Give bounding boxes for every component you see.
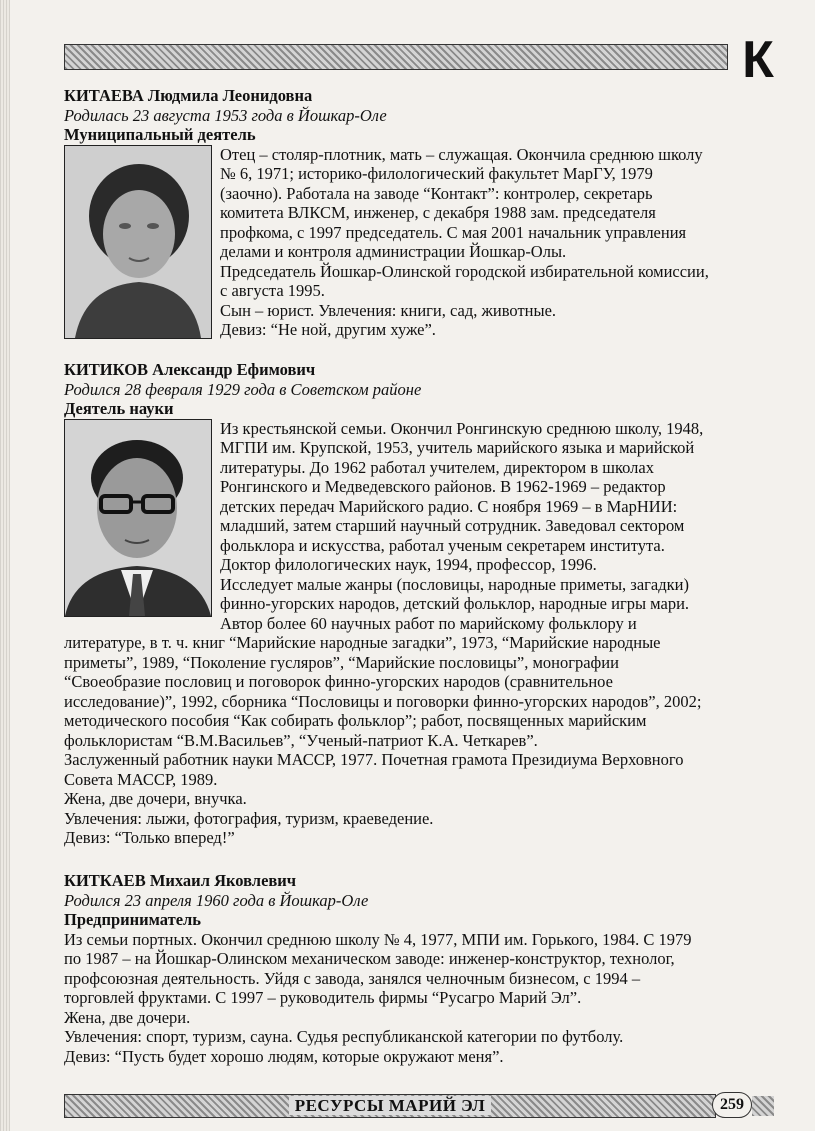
- section-letter: К: [742, 31, 774, 89]
- text-line: Автор более 60 научных работ по марийскому фольклору и: [220, 613, 637, 633]
- text-line: по 1987 – на Йошкар-Олинском механическом заводе: инженер-конструктор, технолог,: [64, 949, 675, 968]
- entry-text: [64, 930, 774, 1067]
- entry-name: КИТИКОВ Александр Ефимович: [64, 360, 316, 379]
- entry-kitkaev: [64, 871, 774, 1066]
- header-band: [64, 44, 728, 70]
- text-line: финно-угорских народов, детский фольклор, народные игры мари.: [220, 594, 690, 613]
- text-line: Девиз: “Не ной, другим хуже”.: [220, 320, 436, 339]
- entry-birth: Родилась 23 августа 1953 года в Йошкар-Оле: [64, 105, 387, 125]
- text-line: МГПИ им. Крупской, 1953, учитель марийского языка и марийской: [220, 438, 695, 457]
- text-line: Исследует малые жанры (пословицы, народные приметы, загадки): [220, 574, 689, 594]
- text-line: делами и контроля администрации Йошкар-Олы.: [220, 242, 567, 261]
- page-edge: [0, 0, 10, 1131]
- entry-kitikov: [64, 360, 774, 848]
- text-line: детских передач Марийского радио. С ноября 1969 – в МарНИИ:: [220, 496, 678, 516]
- entry-role: Деятель науки: [64, 399, 174, 418]
- text-line: Девиз: “Пусть будет хорошо людям, которые окружают меня”.: [64, 1046, 504, 1066]
- entry-role: Предприниматель: [64, 910, 202, 929]
- text-line: Сын – юрист. Увлечения: книги, сад, животные.: [220, 300, 557, 320]
- text-line: “Своеобразие пословиц и поговорок финно-угорских народов (сравнительное: [64, 672, 613, 691]
- text-line: приметы”, 1989, “Поколение гусляров”, “Марийские пословицы”, монографии: [64, 652, 619, 672]
- text-line: Из семьи портных. Окончил среднюю школу № 4, 1977, МПИ им. Горького, 1984. С 1979: [64, 929, 692, 949]
- footer-band: [64, 1094, 716, 1118]
- entry-name: КИТАЕВА Людмила Леонидовна: [64, 86, 313, 105]
- text-line: Увлечения: спорт, туризм, сауна. Судья республиканской категории по футболу.: [64, 1027, 624, 1046]
- portrait-photo: [64, 419, 212, 617]
- footer-band-tail: [752, 1096, 774, 1116]
- text-line: младший, затем старший научный сотрудник. Заведовал сектором: [220, 516, 685, 535]
- text-line: торговлей фруктами. С 1997 – руководитель фирмы “Русагро Марий Эл”.: [64, 988, 582, 1007]
- text-line: комитета ВЛКСМ, инженер, с декабря 1988 зам. председателя: [220, 203, 656, 222]
- footer-title: РЕСУРСЫ МАРИЙ ЭЛ: [289, 1096, 492, 1115]
- portrait-photo: [64, 145, 212, 339]
- text-line: фольклористам “В.М.Васильев”, “Ученый-патриот К.А. Четкарев”.: [64, 730, 538, 750]
- text-line: Жена, две дочери.: [64, 1007, 191, 1027]
- text-line: методического пособия “Как собирать фольклор”; работ, посвященных марийским: [64, 711, 647, 730]
- text-line: Ронгинского и Медведевского районов. В 1962-1969 – редактор: [220, 477, 666, 496]
- entry-kitaeva: [64, 86, 774, 343]
- page-number: 259: [712, 1092, 752, 1118]
- entry-birth: Родился 28 февраля 1929 года в Советском районе: [64, 379, 422, 399]
- entry-role: Муниципальный деятель: [64, 125, 256, 144]
- text-line: Из крестьянской семьи. Окончил Ронгинскую среднюю школу, 1948,: [220, 418, 704, 438]
- text-line: литературы. До 1962 работал учителем, директором в школах: [220, 457, 654, 477]
- text-line: Жена, две дочери, внучка.: [64, 789, 247, 808]
- text-line: профкома, с 1997 председатель. С мая 2001 начальник управления: [220, 222, 687, 242]
- text-line: Совета МАССР, 1989.: [64, 769, 218, 789]
- text-line: с августа 1995.: [220, 281, 325, 300]
- text-line: Девиз: “Только вперед!”: [64, 828, 235, 847]
- entry-name: КИТКАЕВ Михаил Яковлевич: [64, 871, 297, 890]
- text-line: Отец – столяр-плотник, мать – служащая. Окончила среднюю школу: [220, 144, 703, 164]
- text-line: литературе, в т. ч. книг “Марийские народные загадки”, 1973, “Марийские народные: [64, 633, 661, 652]
- text-line: Председатель Йошкар-Олинской городской избирательной комиссии,: [220, 261, 709, 281]
- text-line: № 6, 1971; историко-филологический факультет МарГУ, 1979: [220, 164, 653, 183]
- text-line: Заслуженный работник науки МАССР, 1977. Почетная грамота Президиума Верховного: [64, 750, 684, 769]
- text-line: (заочно). Работала на заводе “Контакт”: контролер, секретарь: [220, 183, 653, 203]
- text-line: исследование)”, 1992, сборника “Пословицы и поговорки финно-угорских народов”, 2002;: [64, 691, 702, 711]
- text-line: Доктор филологических наук, 1994, профессор, 1996.: [220, 555, 597, 574]
- text-line: Увлечения: лыжи, фотография, туризм, краеведение.: [64, 808, 434, 828]
- entry-birth: Родился 23 апреля 1960 года в Йошкар-Оле: [64, 890, 369, 910]
- text-line: профсоюзная деятельность. Уйдя с завода, занялся челночным бизнесом, с 1994 –: [64, 968, 641, 988]
- text-line: фольклора и искусства, работал ученым секретарем института.: [220, 535, 665, 555]
